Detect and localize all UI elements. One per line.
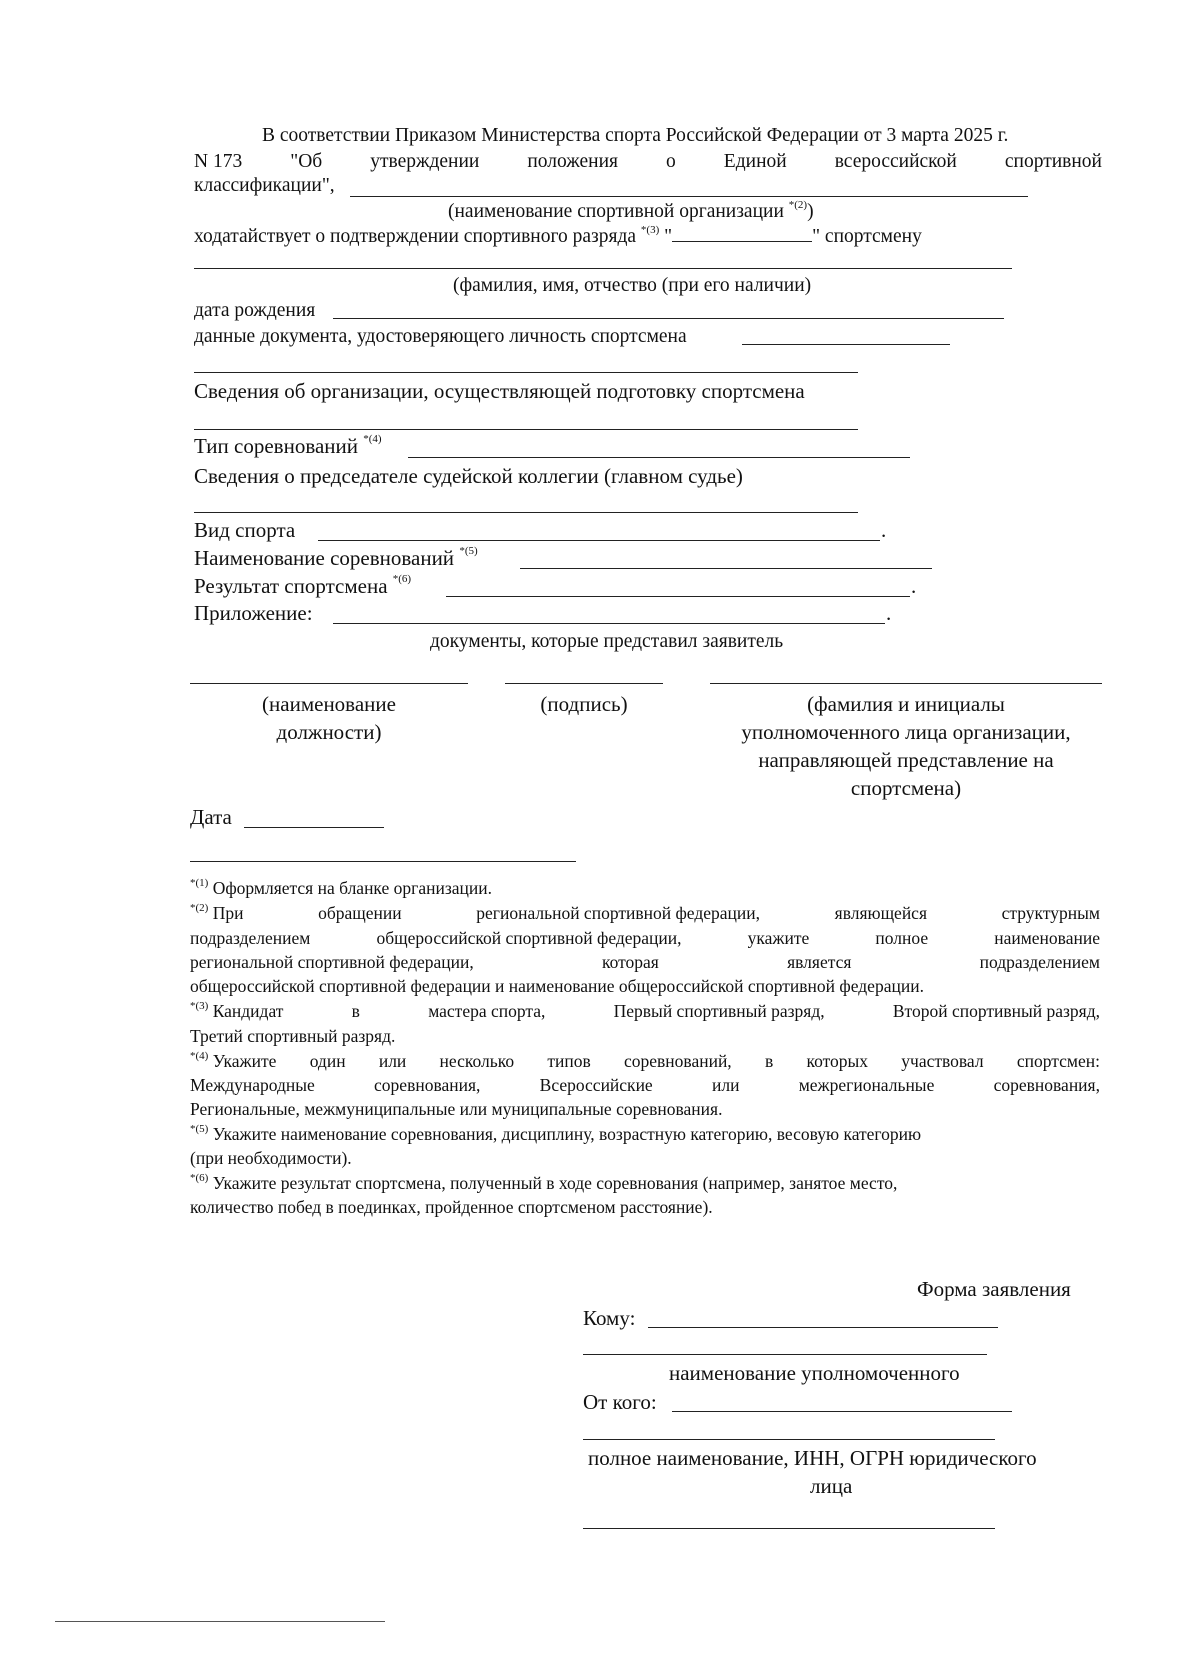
word: "Об xyxy=(290,151,323,172)
word: соревнований, xyxy=(624,1051,732,1071)
word: которая xyxy=(601,952,659,972)
form-title: Форма заявления xyxy=(917,1277,1071,1301)
attachment-end: . xyxy=(886,601,892,625)
signature-caption: (подпись) xyxy=(540,692,628,716)
judge-info-field[interactable] xyxy=(194,512,858,513)
footnote-mark: *(3) xyxy=(190,1000,209,1012)
footnote-text xyxy=(190,1050,277,1071)
to-label: Кому: xyxy=(583,1306,636,1330)
word: общероссийской спортивной федерации, xyxy=(376,928,682,948)
id-document-field-2[interactable] xyxy=(194,372,858,373)
word: обращении xyxy=(318,903,402,923)
word: типов xyxy=(547,1051,591,1071)
footnote-mark: *(2) xyxy=(190,902,209,914)
from-field-2[interactable] xyxy=(583,1439,995,1440)
footnote-6-line-1 xyxy=(190,1172,898,1193)
footnote-ref: *(4) xyxy=(363,433,382,445)
person-caption-2: уполномоченного лица организации, xyxy=(741,720,1071,744)
word: Первый спортивный разряд, xyxy=(613,1001,825,1021)
word: Укажите xyxy=(212,1051,277,1071)
judge-info-label: Сведения о председателе судейской коллегии (главном судье) xyxy=(194,464,743,488)
caption-text: ) xyxy=(807,201,814,222)
footnote-separator xyxy=(190,861,576,862)
position-field[interactable] xyxy=(190,683,468,684)
word: мастера спорта, xyxy=(428,1001,546,1021)
word: полное xyxy=(875,928,929,948)
footnote-4-line-3: Региональные, межмуниципальные или муниципальные соревнования. xyxy=(190,1099,723,1119)
footnote-3-line-2: Третий спортивный разряд. xyxy=(190,1026,396,1046)
from-caption-1: полное наименование, ИНН, ОГРН юридического xyxy=(588,1446,1037,1470)
org-info-field[interactable] xyxy=(194,429,858,430)
word: укажите xyxy=(747,928,810,948)
competition-type-field[interactable] xyxy=(408,457,910,458)
rank-field[interactable] xyxy=(672,227,812,242)
word: региональной спортивной федерации, xyxy=(190,952,474,972)
word: соревнования, xyxy=(993,1075,1100,1095)
competition-type-label xyxy=(194,433,382,458)
footnote-1 xyxy=(190,877,492,898)
label-text: Результат спортсмена xyxy=(194,574,393,598)
word: является xyxy=(787,952,852,972)
footnote-2-line-4: общероссийской спортивной федерации и наименование общероссийской спортивной федерации. xyxy=(190,976,924,996)
word: соревнования, xyxy=(374,1075,481,1095)
word: положения xyxy=(527,151,619,172)
footnote-2-line-3 xyxy=(190,954,1100,972)
caption-text: (наименование спортивной организации xyxy=(448,201,789,222)
word: спортсмен: xyxy=(1016,1051,1100,1071)
footnote-ref: *(3) xyxy=(640,224,660,236)
word: о xyxy=(666,151,676,172)
word: несколько xyxy=(439,1051,515,1071)
word: Международные xyxy=(190,1075,315,1095)
footnote-mark: *(6) xyxy=(190,1172,209,1184)
word: участвовал xyxy=(901,1051,984,1071)
word: в xyxy=(351,1001,360,1021)
word: наименование xyxy=(994,928,1100,948)
person-caption-1: (фамилия и инициалы xyxy=(807,692,1005,716)
signature-field[interactable] xyxy=(505,683,663,684)
word: один xyxy=(309,1051,346,1071)
from-field-3[interactable] xyxy=(583,1528,995,1529)
sport-field[interactable] xyxy=(318,540,880,541)
authorized-person-field[interactable] xyxy=(710,683,1102,684)
footnote-3-line-1 xyxy=(190,1000,1100,1021)
person-caption-4: спортсмена) xyxy=(850,776,962,800)
sport-label: Вид спорта xyxy=(194,518,296,542)
intro-line-2 xyxy=(194,152,1102,172)
birth-date-label: дата рождения xyxy=(194,300,316,321)
footnote-ref: *(5) xyxy=(459,545,478,557)
label-text: Наименование соревнований xyxy=(194,546,460,570)
footnote-text: Оформляется на бланке организации. xyxy=(208,878,492,898)
word: N 173 xyxy=(194,151,243,172)
word: в xyxy=(764,1051,774,1071)
intro-line-1: В соответствии Приказом Министерства спорта Российской Федерации от 3 марта 2025 г. xyxy=(262,125,1009,146)
word: Единой xyxy=(723,151,787,172)
attachment-caption: документы, которые представил заявитель xyxy=(430,631,784,652)
word: подразделением xyxy=(979,952,1100,972)
sport-field-end: . xyxy=(881,518,887,542)
word: При xyxy=(212,903,244,923)
footnote-text xyxy=(190,902,244,923)
athlete-name-caption: (фамилия, имя, отчество (при его наличии) xyxy=(453,275,812,296)
footnote-text: Укажите наименование соревнования, дисциплину, возрастную категорию, весовую категорию xyxy=(208,1124,922,1144)
attachment-label: Приложение: xyxy=(194,601,313,625)
page-bottom-rule xyxy=(55,1621,385,1622)
word: спортивной xyxy=(1004,151,1102,172)
id-document-field[interactable] xyxy=(742,344,950,345)
footnote-6-line-2: количество побед в поединках, пройденное спортсменом расстояние). xyxy=(190,1197,713,1217)
footnote-2-line-1 xyxy=(190,902,1100,923)
org-name-field[interactable] xyxy=(350,196,1028,197)
to-field-2[interactable] xyxy=(583,1354,987,1355)
footnote-mark: *(4) xyxy=(190,1050,209,1062)
word: Кандидат xyxy=(212,1001,284,1021)
petition-line xyxy=(194,224,922,247)
position-caption-1: (наименование xyxy=(262,692,396,716)
footnote-text xyxy=(190,1000,284,1021)
word: межрегиональные xyxy=(798,1075,935,1095)
word: являющейся xyxy=(834,903,928,923)
word: подразделением xyxy=(190,928,311,948)
word: структурным xyxy=(1001,903,1100,923)
org-info-label: Сведения об организации, осуществляющей подготовку спортсмена xyxy=(194,379,805,403)
position-caption-2: должности) xyxy=(276,720,382,744)
petition-text: ходатайствует о подтверждении спортивного разряда xyxy=(194,226,641,247)
to-caption: наименование уполномоченного xyxy=(669,1361,960,1385)
person-caption-3: направляющей представление на xyxy=(758,748,1054,772)
birth-date-field[interactable] xyxy=(333,318,1004,319)
date-label: Дата xyxy=(190,805,232,829)
competition-name-field[interactable] xyxy=(520,568,932,569)
footnote-mark: *(5) xyxy=(190,1123,209,1135)
from-caption-2: лица xyxy=(810,1474,853,1498)
footnote-5-line-2: (при необходимости). xyxy=(190,1148,352,1168)
label-text: Тип соревнований xyxy=(194,434,364,458)
attachment-field[interactable] xyxy=(333,623,885,624)
word: Всероссийские xyxy=(539,1075,653,1095)
word: региональной спортивной федерации, xyxy=(476,903,760,923)
date-field[interactable] xyxy=(244,827,384,828)
word: Второй спортивный разряд, xyxy=(892,1001,1100,1021)
intro-line-3: классификации", xyxy=(194,175,335,196)
footnote-ref: *(6) xyxy=(392,573,412,585)
footnote-ref: *(2) xyxy=(788,199,808,211)
footnote-mark: *(1) xyxy=(190,877,209,889)
footnote-5-line-1 xyxy=(190,1123,922,1144)
footnote-text: Укажите результат спортсмена, полученный в ходе соревнования (например, занятое место, xyxy=(208,1173,898,1193)
footnote-2-line-2 xyxy=(190,930,1100,948)
competition-name-label xyxy=(194,545,478,570)
word: всероссийской xyxy=(834,151,957,172)
from-label: От кого: xyxy=(583,1390,657,1414)
athlete-result-field[interactable] xyxy=(446,596,910,597)
word: утверждении xyxy=(370,151,480,172)
word: которых xyxy=(806,1051,869,1071)
athlete-name-field[interactable] xyxy=(194,268,1012,269)
to-field[interactable] xyxy=(648,1327,998,1328)
word: или xyxy=(378,1051,407,1071)
footnote-4-line-2 xyxy=(190,1077,1100,1095)
petition-text: " спортсмену xyxy=(812,226,922,247)
org-name-caption xyxy=(448,199,814,222)
athlete-result-label xyxy=(194,573,412,598)
from-field[interactable] xyxy=(672,1411,1012,1412)
word: или xyxy=(711,1075,740,1095)
id-document-label: данные документа, удостоверяющего личность спортсмена xyxy=(194,326,687,347)
athlete-result-end: . xyxy=(911,574,917,598)
petition-text: " xyxy=(659,226,673,247)
footnote-4-line-1 xyxy=(190,1050,1100,1071)
